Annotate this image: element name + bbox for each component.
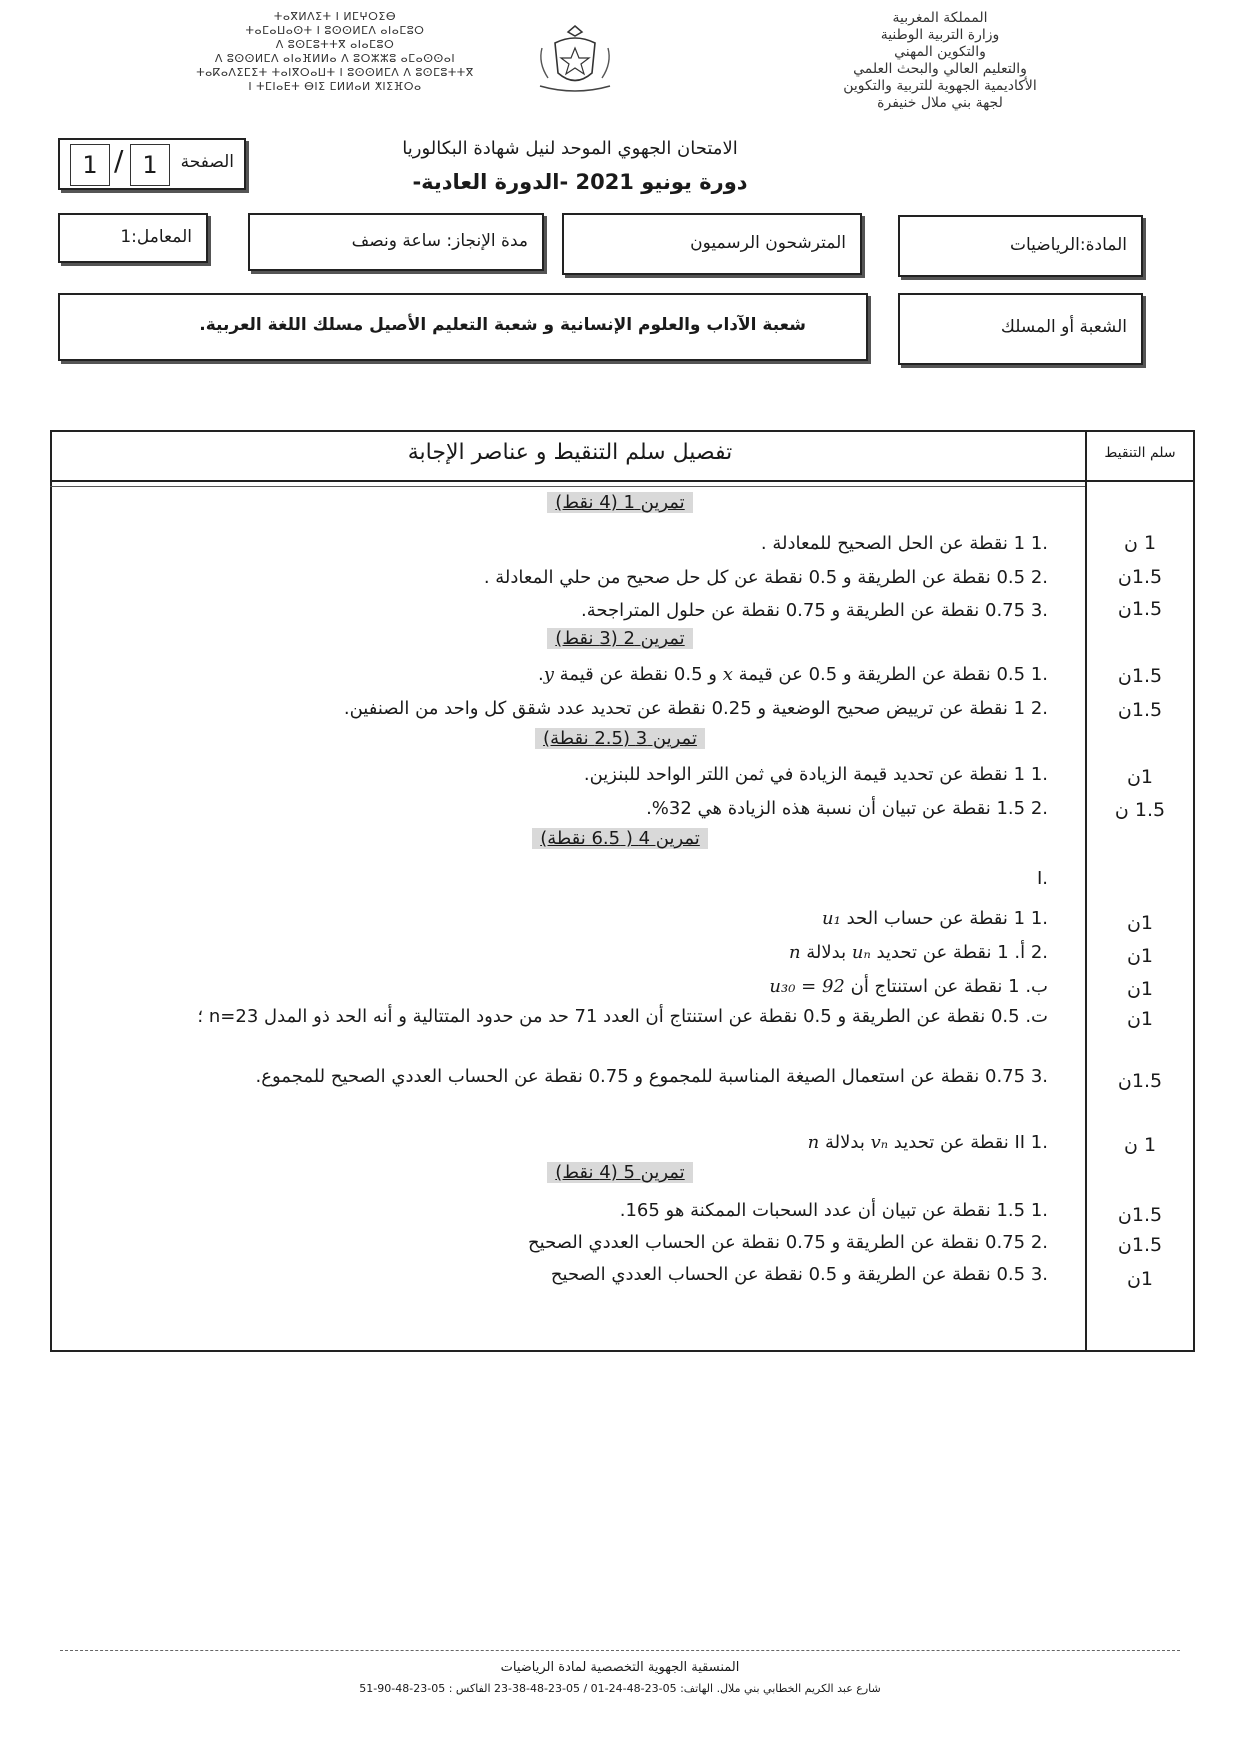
answer-row: .1 1.5 نقطة عن تبيان أن عدد السحبات الممكنة هو 165. [619, 1200, 1048, 1221]
ministry-line: لجهة بني ملال خنيفرة [877, 95, 1003, 111]
page-label: الصفحة [180, 152, 234, 172]
row-score: 1ن [1126, 945, 1154, 967]
exercise-title: تمرين 3 (2.5 نقطة) [470, 728, 770, 749]
subject: المادة:الرياضيات [1009, 235, 1127, 255]
row-score: 1.5ن [1117, 1204, 1163, 1226]
branch-label-box [898, 293, 1143, 365]
row-score: 1ن [1126, 766, 1154, 788]
tifinagh-line: ⴷ ⵓⵙⵎⵓⵜⵜⴳ ⴰⵏⴰⵎⵓⵔ [275, 38, 395, 51]
answer-row: .2 1 نقطة عن ترييض صحيح الوضعية و 0.25 نقطة عن تحديد عدد شقق كل واحد من الصنفين. [343, 698, 1048, 719]
candidates: المترشحون الرسميون [690, 233, 846, 253]
tifinagh-line: ⵜⴰⴳⵍⴷⵉⵜ ⵏ ⵍⵎⵖⵔⵉⴱ [273, 10, 397, 23]
tifinagh-line: ⵏ ⵜⵎⵏⴰⴹⵜ ⴱⵏⵉ ⵎⵍⵍⴰⵍ ⵅⵏⵉⴼⵔⴰ [248, 80, 422, 93]
duration: مدة الإنجاز: ساعة ونصف [351, 231, 528, 251]
tifinagh-line: ⵜⴰⴽⴰⴷⵉⵎⵉⵜ ⵜⴰⵏⴳⵔⴰⵡⵜ ⵏ ⵓⵙⵙⵍⵎⴷ ⴷ ⵓⵙⵎⵓⵜⵜⴳ [196, 66, 474, 79]
branch-value: شعبة الآداب والعلوم الإنسانية و شعبة التعليم الأصيل مسلك اللغة العربية. [199, 315, 806, 335]
exercise-title: تمرين 4 ( 6.5 نقطة) [470, 828, 770, 849]
row-score: 1.5ن [1117, 699, 1163, 721]
page-num: 1 [130, 144, 170, 186]
row-score: 1 ن [1123, 1134, 1157, 1156]
exercise-title: تمرين 2 (3 نقط) [470, 628, 770, 649]
subject-box [898, 215, 1143, 277]
ministry-line: والتكوين المهني [894, 44, 986, 60]
duration-box [248, 213, 544, 271]
footer-divider [60, 1650, 1180, 1651]
answer-row: .1 1 نقطة عن الحل الصحيح للمعادلة . [760, 533, 1048, 554]
row-score: 1.5ن [1117, 665, 1163, 687]
answer-row: .1 1 نقطة عن تحديد قيمة الزيادة في ثمن اللتر الواحد للبنزين. [583, 764, 1048, 785]
ministry-line: المملكة المغربية [892, 10, 988, 26]
answer-row: .II 1 نقطة عن تحديد vₙ بدلالة n [807, 1132, 1048, 1153]
answer-row: .1 0.5 نقطة عن الطريقة و 0.5 عن قيمة x و 0.5 نقطة عن قيمة y. [538, 664, 1048, 685]
row-score: 1ن [1126, 1268, 1154, 1290]
answer-row: ت. 0.5 نقطة عن الطريقة و 0.5 نقطة عن استنتاج أن العدد 71 حد من حدود المتتالية و أنه الحد ذو المدل n=23 ؛ [197, 1006, 1048, 1027]
row-score: 1.5ن [1117, 566, 1163, 588]
row-score: 1ن [1126, 1008, 1154, 1030]
row-score: 1 ن [1123, 532, 1157, 554]
answer-row: .1 1 نقطة عن حساب الحد u₁ [822, 908, 1048, 929]
answer-row: .2 1.5 نقطة عن تبيان أن نسبة هذه الزيادة هي 32%. [646, 798, 1048, 819]
table-main-header: تفصيل سلم التنقيط و عناصر الإجابة [407, 440, 733, 465]
answer-row: .I [1036, 868, 1048, 889]
branch-value-box [58, 293, 868, 361]
branch-label: الشعبة أو المسلك [1000, 317, 1127, 337]
row-score: 1.5ن [1117, 1234, 1163, 1256]
candidates-box [562, 213, 862, 275]
footer-contact: شارع عبد الكريم الخطابي بني ملال. الهاتف: 05-23-48-24-01 / 05-23-48-38-23 الفاكس : 05-23-48-90-51 [359, 1682, 881, 1695]
exercise-title: تمرين 1 (4 نقط) [470, 492, 770, 513]
answer-row: .2 0.75 نقطة عن الطريقة و 0.75 نقطة عن الحساب العددي الصحيح [528, 1232, 1048, 1253]
answer-row: .3 0.75 نقطة عن استعمال الصيغة المناسبة للمجموع و 0.75 نقطة عن الحساب العددي الصحيح للمجموع. [255, 1066, 1048, 1087]
page-total: 1 [70, 144, 110, 186]
table-header-line-2 [50, 486, 1085, 487]
row-score: 1.5ن [1117, 1070, 1163, 1092]
ministry-header-arabic [790, 10, 1090, 112]
table-header-line [50, 480, 1195, 482]
exam-session: دورة يونيو 2021 -الدورة العادية- [412, 170, 748, 194]
row-score: 1.5ن [1117, 598, 1163, 620]
exercise-title: تمرين 5 (4 نقط) [470, 1162, 770, 1183]
exam-title: الامتحان الجهوي الموحد لنيل شهادة البكالوريا [402, 138, 738, 159]
row-score: 1ن [1126, 912, 1154, 934]
row-score: 1ن [1126, 978, 1154, 1000]
tifinagh-line: ⴷ ⵓⵙⵙⵍⵎⴷ ⴰⵏⴰⴼⵍⵍⴰ ⴷ ⵓⵔⵣⵣⵓ ⴰⵎⴰⵙⵙⴰⵏ [214, 52, 456, 65]
ministry-header-tifinagh [140, 10, 530, 94]
answer-row: .2 أ. 1 نقطة عن تحديد uₙ بدلالة n [788, 942, 1048, 963]
royal-emblem-icon [530, 18, 620, 98]
tifinagh-line: ⵜⴰⵎⴰⵡⴰⵙⵜ ⵏ ⵓⵙⵙⵍⵎⴷ ⴰⵏⴰⵎⵓⵔ [245, 24, 425, 37]
ministry-line: وزارة التربية الوطنية [880, 27, 1000, 43]
page-number-box [58, 138, 246, 190]
page-slash: / [114, 144, 124, 177]
coefficient: المعامل:1 [120, 227, 192, 247]
coefficient-box [58, 213, 208, 263]
table-divider [1085, 430, 1087, 1352]
answer-row: .3 0.75 نقطة عن الطريقة و 0.75 نقطة عن حلول المتراجحة. [580, 600, 1048, 621]
answer-row: ب. 1 نقطة عن استنتاج أن u₃₀ = 92 [769, 976, 1048, 997]
table-score-header: سلم التنقيط [1104, 445, 1176, 461]
ministry-line: والتعليم العالي والبحث العلمي [853, 61, 1027, 77]
row-score: 1.5 ن [1114, 799, 1166, 821]
ministry-line: الأكاديمية الجهوية للتربية والتكوين [843, 78, 1037, 94]
answer-row: .3 0.5 نقطة عن الطريقة و 0.5 نقطة عن الحساب العددي الصحيح [550, 1264, 1048, 1285]
answer-row: .2 0.5 نقطة عن الطريقة و 0.5 نقطة عن كل حل صحيح من حلي المعادلة . [483, 567, 1048, 588]
footer-title: المنسقية الجهوية التخصصية لمادة الرياضيات [500, 1660, 740, 1675]
